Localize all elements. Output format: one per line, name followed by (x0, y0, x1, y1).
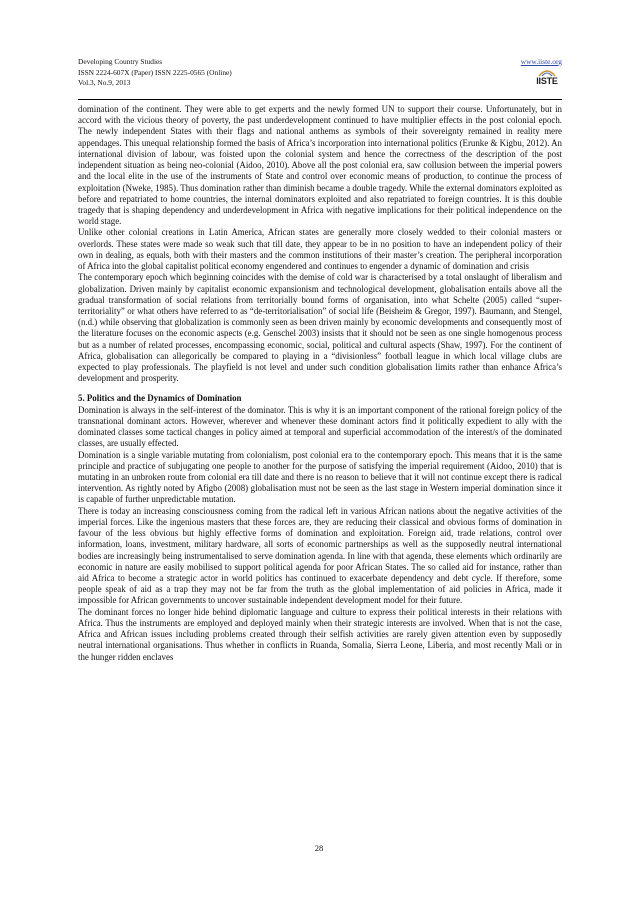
article-body (78, 104, 562, 663)
body-paragraph: Unlike other colonial creations in Latin America, African states are generally more closely wedded to their colonial masters or overlords. These states were made so weak such that till date, they appear to be in no position to have an independent policy of their own in dealing, as equals, both with their masters and the common institutions of their master’s creation. The peripheral incorporation of Africa into the global capitalist political economy engendered and continues to engender a dynamic of domination and crisis (78, 227, 562, 272)
section-heading: 5. Politics and the Dynamics of Domination (78, 393, 242, 404)
body-paragraph: Domination is a single variable mutating from colonialism, post colonial era to the contemporary epoch. This means that it is the same principle and practice of subjugating one people to another for the purpose of satisfying the imperial requirement (Aidoo, 2010) that is mutating in an unbroken route from colonial era till date and there is no reason to believe that it will not continue except there is radical intervention. As rightly noted by Afigbo (2008) globalisation must not be seen as the last stage in Western imperial domination since it is capable of further unpredictable mutation. (78, 449, 562, 505)
journal-url-link[interactable]: www.iiste.org (520, 57, 562, 66)
body-paragraph: The dominant forces no longer hide behind diplomatic language and culture to express their political interests in their relations with Africa. Thus the instruments are employed and deployed mainly when their strategic interests are involved. When that is not the case, Africa and African issues including problems created through their selfish activities are rarely given attention even by supposedly neutral international organisations. Thus whether in conflicts in Ruanda, Somalia, Sierra Leone, Liberia, and most recently Mali or in the hunger ridden enclaves (78, 606, 562, 662)
page-number: 28 (314, 843, 324, 853)
body-paragraph: There is today an increasing consciousness coming from the radical left in various African nations about the negative activities of the imperial forces. Like the ingenious masters that these forces are, they are reducing their classical and obvious forms of domination in favour of the less obvious but highly effective forms of domination and exploitation. Foreign aid, trade relations, control over information, loans, investment, military hardware, all sorts of economic partnerships as well as the supposedly neutral international bodies are increasingly being instrumentalised to serve domination agenda. In line with that agenda, these elements which ordinarily are economic in nature are easily mobilised to support political agenda for poor African States. The so called aid for instance, rather than aid Africa to become a strategic actor in world politics has continued to exacerbate dependency and debt cycle. If therefore, some people speak of aid as a trap they may not be far from the truth as the global implementation of aid policies in Africa, made it impossible for African governments to uncover sustainable independent development model for their future. (78, 505, 562, 606)
journal-title: Developing Country Studies (78, 57, 163, 66)
body-paragraph: domination of the continent. They were able to get experts and the newly formed UN to support their course. Unfortunately, but in accord with the vicious theory of poverty, the past underdevelopment continued to have multiplier effects in the post colonial epoch. The newly independent States with their flags and national anthems as symbols of their sovereignty remained in reality mere appendages. This unequal relationship formed the basis of Africa’s incorporation into international politics (Erunke & Kigbu, 2012). An international division of labour, was foisted upon the colonial system and hence the correctness of the description of the post independent situation as being neo-colonial (Aidoo, 2010). Above all the post colonial era, saw collusion between the imperial powers and the local elite in the use of the instruments of State and control over economic means of production, to continue the process of exploitation (Nweke, 1985). Thus domination rather than diminish became a double tragedy. While the external dominators exploited as before and repatriated to home countries, the internal dominators exploited and also repatriated to foreign countries. It is this double tragedy that is shaping dependency and underdevelopment in Africa with negative implications for their political independence on the world stage. (78, 104, 562, 227)
journal-issn: ISSN 2224-607X (Paper) ISSN 2225-0565 (Online) (78, 67, 232, 77)
iiste-logo-icon (536, 69, 558, 89)
body-paragraph: The contemporary epoch which beginning coincides with the demise of cold war is characterised by a total onslaught of liberalism and globalization. Driven mainly by capitalist economic expansionism and technological development, globalisation entails above all the gradual transformation of social relations from territorially bound forms of organisation, into what Schelte (2005) called “super-territoriality” or what others have referred to as “de-territorialisation” of social life (Beisheim & Gregor, 1997). Baumann, and Stengel, (n.d.) while observing that globalization is commonly seen as been driven mainly by economic developments and consequently most of the literature focuses on the economic aspects (e.g. Genschel 2003) insists that it should not be seen as one single homogenous process but as a number of related processes, encompassing economic, social, political and cultural aspects (Shaw, 1997). For the continent of Africa, globalisation can allegorically be compared to playing in a “divisionless” football league in which local village clubs are expected to play professionals. The playfield is not level and under such condition globalisation limits rather than enhance Africa’s development and prosperity. (78, 272, 562, 384)
logo-text: IISTE (536, 76, 558, 86)
body-paragraph: Domination is always in the self-interest of the dominator. This is why it is an important component of the rational foreign policy of the transnational dominant actors. However, wherever and whenever these dominant actors find it politically expedient to ally with the dominated classes some tactical changes in policy aimed at temporal and superficial accommodation of the interest/s of the dominated classes, are usually effected. (78, 404, 562, 449)
header-rule (78, 99, 562, 100)
journal-volume: Vol.3, No.9, 2013 (78, 78, 131, 88)
running-header (78, 57, 562, 101)
journal-info (78, 57, 232, 89)
